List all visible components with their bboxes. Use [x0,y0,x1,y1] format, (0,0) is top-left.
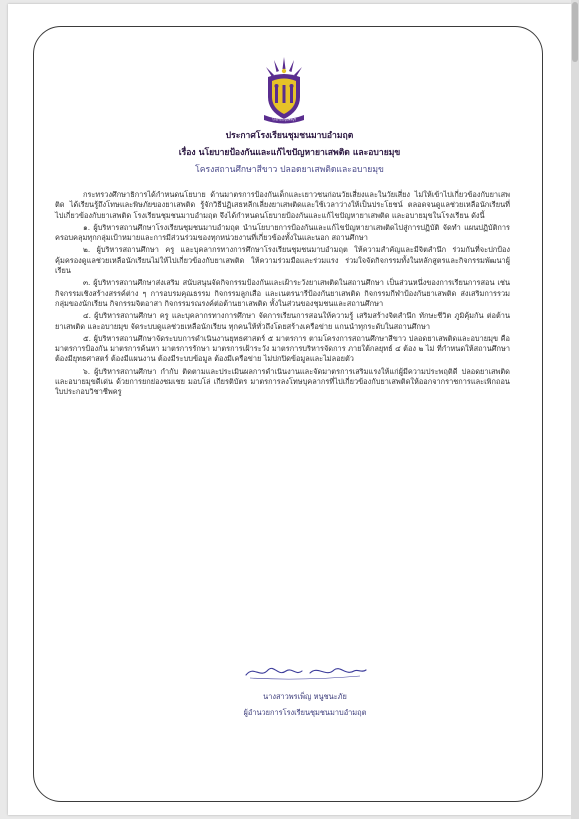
scrollbar-thumb[interactable] [572,2,578,62]
logo-text: โรงเรียนชุมพลบุรี [272,117,296,122]
paragraph-1: ๑. ผู้บริหารสถานศึกษาโรงเรียนชุมชนมาบอำมฤต นำนโยบายการป้องกันและแก้ไขปัญหายาเสพติดไปสู่การปฏิบัติ จัดทำ แผนปฏิบัติการครอบคลุมทุกกลุ่มเป้าหมายและการมีส่วนร่วมของทุกหน่วยงานที่เกี่ยวข้องทั้งในและนอก สถานศึกษา [55,222,510,243]
paragraph-5: ๕. ผู้บริหารสถานศึกษาจัดระบบการดำเนินงานยุทธศาสตร์ ๕ มาตรการ ตามโครงการสถานศึกษาสีขาว ปลอดยาเสพติดและอบายมุข คือ มาตรการป้องกัน มาตรการค้นหา มาตรการรักษา มาตรการเฝ้าระวัง มาตรการบริหารจัดการ ภายใต้กลยุทธ์ ๔ ต้อง ๒ ไม่ ที่กำหนดให้สถานศึกษาต้องมียุทธศาสตร์ ต้องมีแผนงาน ต้องมีระบบข้อมูล ต้องมีเครือข่าย ไม่ปกปิดข้อมูลและไม่ลอยตัว [55,333,510,364]
paragraph-4: ๔. ผู้บริหารสถานศึกษา ครู และบุคลากรทางการศึกษา จัดการเรียนการสอนให้ความรู้ เสริมสร้างจิตสำนึก ทักษะชีวิต ภูมิคุ้มกัน ต่อต้านยาเสพติด และอบายมุข จัดระบบดูแลช่วยเหลือนักเรียน ทุกคนให้ทั่วถึงโดยสร้างเครือข่าย แกนนำทุกระดับในสถานศึกษา [55,311,510,331]
signatory-position: ผู้อำนวยการโรงเรียนชุมชนมาบอำมฤต [243,708,367,717]
project-name: โครงสถานศึกษาสีขาว ปลอดยาเสพติดและอบายมุข [195,165,384,175]
scrollbar[interactable] [571,0,579,819]
announcement-body [55,190,510,400]
handwritten-signature [240,661,370,683]
announcement-subject: เรื่อง นโยบายป้องกันและแก้ไขปัญหายาเสพติด และอบายมุข [178,148,401,158]
announcement-title: ประกาศโรงเรียนชุมชนมาบอำมฤต [225,131,354,141]
paragraph-3: ๓. ผู้บริหารสถานศึกษาส่งเสริม สนับสนุนจัดกิจกรรมป้องกันและเฝ้าระวังยาเสพติดในสถานศึกษา เป็นส่วนหนึ่งของการเรียนการสอน เช่น กิจกรรมเชิงสร้างสรรค์ต่าง ๆ การอบรมคุณธรรม กิจกรรมลูกเสือ และเนตรนารีป้องกันยาเสพติด กิจกรรมกีฬาป้องกันยาเสพติด ส่งเสริมการรวมกลุ่มของนักเรียน กิจกรรมจิตอาสา กิจกรรมรณรงค์ต่อต้านยาเสพติด ทั้งในส่วนของชุมชนและสถานศึกษา [55,278,510,308]
paragraph-6: ๖. ผู้บริหารสถานศึกษา กำกับ ติดตามและประเมินผลการดำเนินงานและจัดมาตรการเสริมแรงให้แก่ผู้มีความประพฤติดี ปลอดยาเสพติดและอบายมุขดีเด่น ด้วยการยกย่องชมเชย มอบโล่ เกียรติบัตร มาตรการลงโทษบุคลากรที่ไปเกี่ยวข้องกับยาเสพติดให้ออกจากราชการและเพิกถอนใบประกอบวิชาชีพครู [55,366,510,397]
paragraph-2: ๒. ผู้บริหารสถานศึกษา ครู และบุคลากรทางการศึกษาโรงเรียนชุมชนมาบอำมฤต ให้ความสำคัญและมีจิตสำนึก ร่วมกันที่จะปกป้องคุ้มครองดูแลช่วยเหลือนักเรียนไม่ให้ไปเกี่ยวข้องกับยาเสพติด ให้ความร่วมมือและร่วมแรง ร่วมใจจัดกิจกรรมทั้งในหลักสูตรและกิจกรรมพัฒนาผู้เรียน [55,245,510,276]
page-border-frame [33,26,543,802]
paragraph-intro: กระทรวงศึกษาธิการได้กำหนดนโยบาย ด้านมาตรการป้องกันเด็กและเยาวชนก่อนวัยเสี่ยงและในวัยเสี่ยง ไม่ให้เข้าไปเกี่ยวข้องกับยาเสพติด ได้เรียนรู้ถึงโทษและพิษภัยของยาเสพติด รู้จักวิธีปฏิเสธหลีกเลี่ยงยาเสพติดและใช้เวลาว่างให้เป็นประโยชน์ ตลอดจนดูแลช่วยเหลือนักเรียนที่ไปเกี่ยวข้องกับยาเสพติด โรงเรียนชุมชนมาบอำมฤต จึงได้กำหนดนโยบายป้องกันและแก้ไขปัญหายาเสพติด และอบายมุขในโรงเรียน ดังนี้ [55,190,510,220]
signatory-name: นางสาวพรเพ็ญ หนูชนะภัย [263,692,347,701]
school-logo [262,57,306,125]
